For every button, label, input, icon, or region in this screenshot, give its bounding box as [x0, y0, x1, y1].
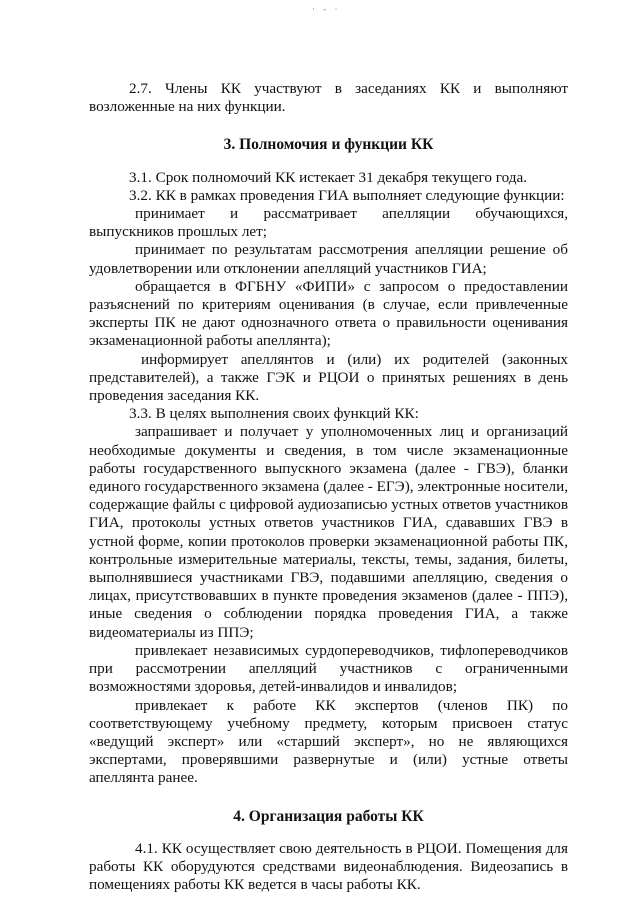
list-item-3-2-4: информирует апеллянтов и (или) их родителей (законных представителей), а также ГЭК и РЦОИ о принятых решениях в день проведения заседания КК.	[89, 350, 568, 405]
paragraph-3-3: 3.3. В целях выполнения своих функций КК:	[129, 405, 419, 423]
page-top-mark: · - ·	[312, 4, 341, 14]
paragraph-4-1: 4.1. КК осуществляет свою деятельность в РЦОИ. Помещения для работы КК оборудуются средствами видеонаблюдения. Видеозапись в помещениях работы КК ведется в часы работы КК.	[89, 839, 568, 894]
paragraph-3-2: 3.2. КК в рамках проведения ГИА выполняет следующие функции:	[129, 186, 565, 204]
list-item-3-2-3: обращается в ФГБНУ «ФИПИ» с запросом о предоставлении разъяснений по критериям оценивания (в случае, если привлеченные эксперты ПК не дают однозначного ответа о правильности оценивания экзаменационной работы апеллянта);	[89, 277, 568, 350]
list-item-3-2-1: принимает и рассматривает апелляции обучающихся, выпускников прошлых лет;	[89, 205, 568, 241]
list-item-3-3-1: запрашивает и получает у уполномоченных лиц и организаций необходимые документы и сведения, в том числе экзаменационные работы государственного выпускного экзамена (далее - ГВЭ), бланки единого государственного экзамена (далее - ЕГЭ), электронные носители, содержащие файлы с цифровой аудиозаписью устных ответов участников ГИА, протоколы устных ответов участников ГИА, сдававших ГВЭ в устной форме, копии протоколов проверки экзаменационной работы ПК, контрольные измерительные материалы, тексты, темы, задания, билеты, выполнявшиеся участниками ГВЭ, подавшими апелляцию, сведения о лицах, присутствовавших в пункте проведения экзаменов (далее - ППЭ), иные сведения о соблюдении порядка проведения ГИА, а также видеоматериалы из ППЭ;	[89, 423, 568, 641]
section-3-heading: 3. Полномочия и функции КК	[223, 136, 434, 154]
paragraph-2-7: 2.7. Члены КК участвуют в заседаниях КК и выполняют возложенные на них функции.	[89, 80, 568, 116]
paragraph-3-1: 3.1. Срок полномочий КК истекает 31 декабря текущего года.	[129, 168, 528, 186]
list-item-3-2-2: принимает по результатам рассмотрения апелляции решение об удовлетворении или отклонении апелляций участников ГИА;	[89, 241, 568, 277]
list-item-3-3-2: привлекает независимых сурдопереводчиков, тифлопереводчиков при рассмотрении апелляций участников с ограниченными возможностями здоровья, детей-инвалидов и инвалидов;	[89, 641, 568, 696]
list-item-3-3-3: привлекает к работе КК экспертов (членов ПК) по соответствующему учебному предмету, которым присвоен статус «ведущий эксперт» или «старший эксперт», но не являющихся экспертами, проверявшими развернутые и (или) устные ответы апеллянта ранее.	[89, 696, 568, 787]
document-body	[89, 80, 568, 894]
section-4-heading: 4. Организация работы КК	[233, 807, 424, 825]
